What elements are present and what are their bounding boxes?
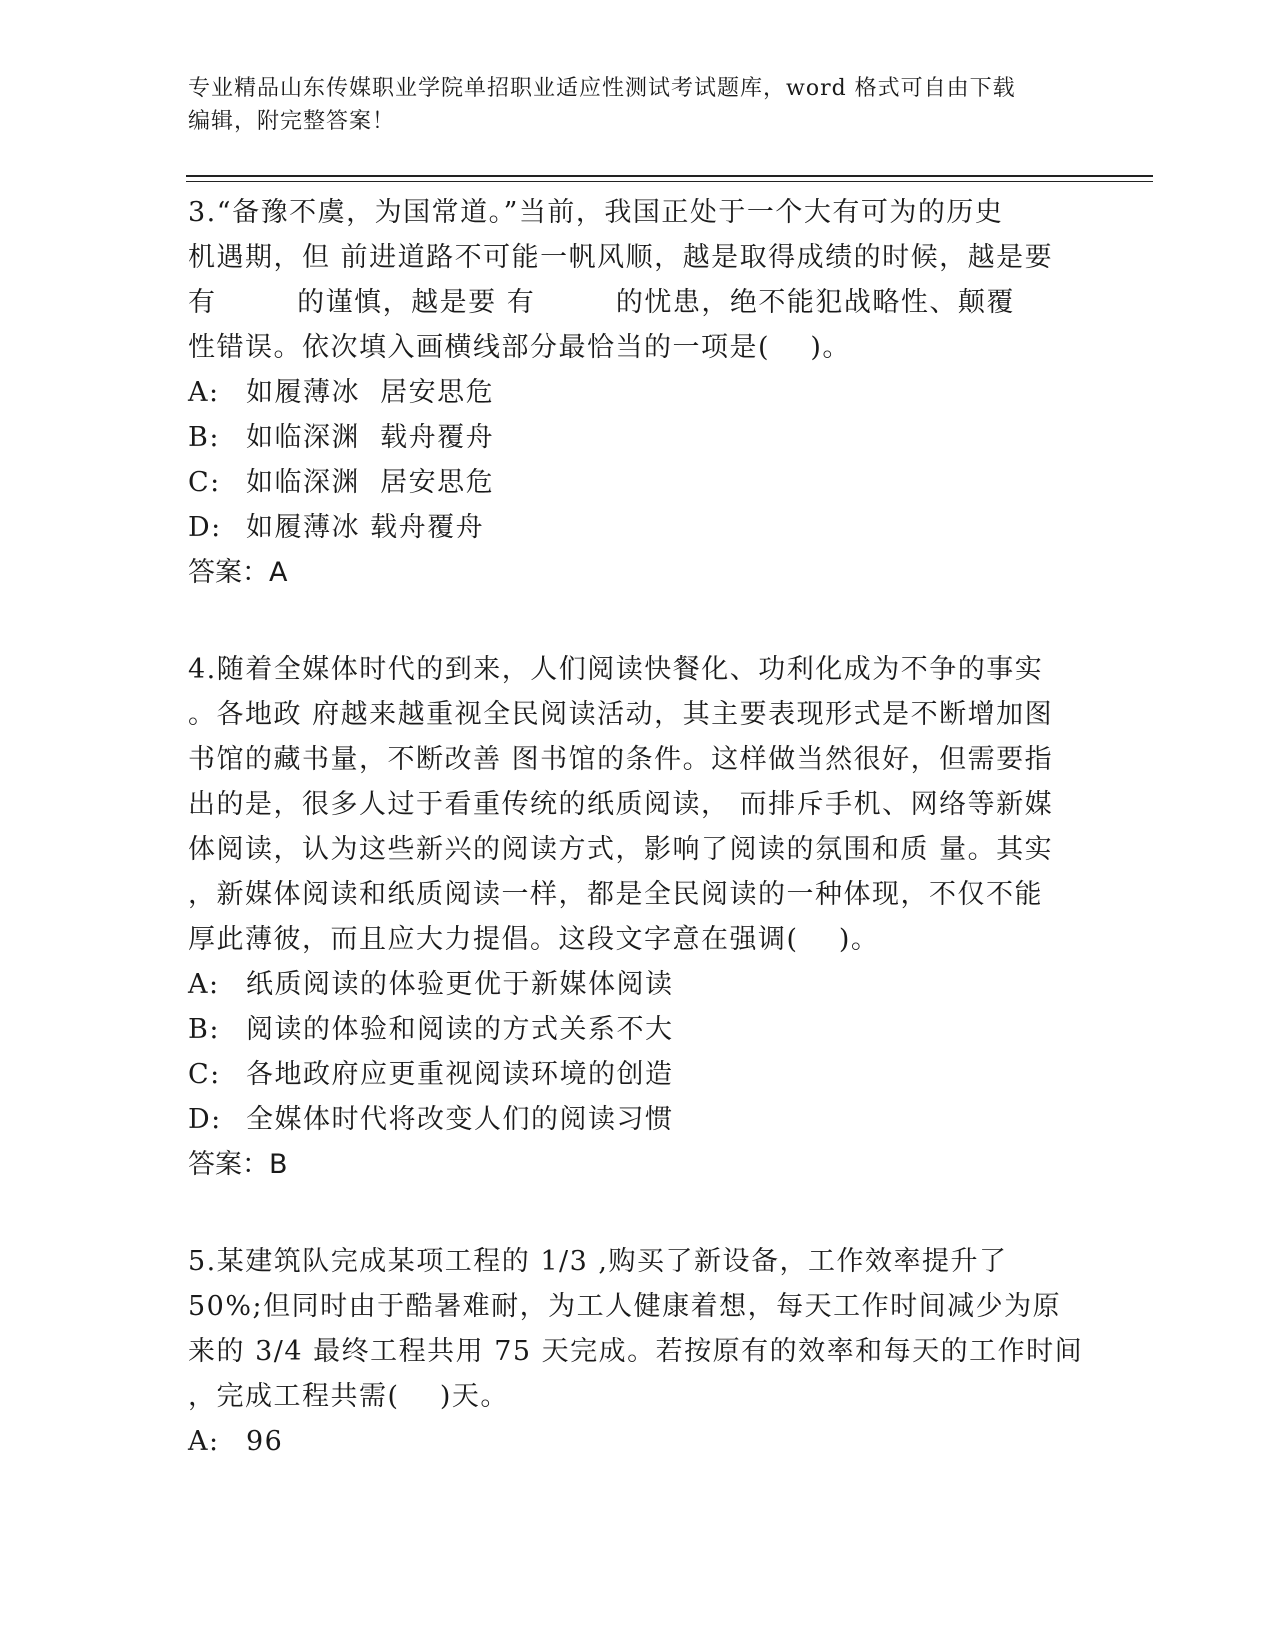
option-key: A:: [188, 1426, 220, 1457]
option-key: D:: [188, 1104, 222, 1135]
option-d: [188, 505, 1088, 550]
question-list: [188, 190, 1088, 1516]
question-text-line: 性错误。依次填入画横线部分最恰当的一项是( )。: [188, 332, 851, 363]
option-key: A:: [188, 969, 220, 1000]
option-text: 如履薄冰 居安思危: [246, 377, 495, 408]
option-key: C:: [188, 467, 221, 498]
option-a: [188, 1419, 1088, 1464]
option-text: 各地政府应更重视阅读环境的创造: [246, 1059, 674, 1090]
option-d: [188, 1097, 1088, 1142]
question-text-line: 出的是，很多人过于看重传统的纸质阅读， 而排斥手机、网络等新媒: [188, 789, 1054, 820]
option-key: C:: [188, 1059, 221, 1090]
option-text: 如临深渊 载舟覆舟: [246, 422, 495, 453]
page-header: [188, 72, 1088, 138]
question-text-line: 有 的谨慎，越是要 有 的忧患，绝不能犯战略性、颠覆: [188, 287, 1015, 318]
question-text-line: 机遇期，但 前进道路不可能一帆风顺，越是取得成绩的时候，越是要: [188, 242, 1054, 273]
question-text-line: 5.某建筑队完成某项工程的 1/3 ,购买了新设备，工作效率提升了: [188, 1246, 1008, 1277]
option-c: [188, 460, 1088, 505]
question-3: [188, 190, 1088, 595]
question-text-line: 。各地政 府越来越重视全民阅读活动，其主要表现形式是不断增加图: [188, 699, 1054, 730]
header-line-1: 专业精品山东传媒职业学院单招职业适应性测试考试题库，word 格式可自由下载: [188, 76, 1016, 101]
option-text: 96: [246, 1426, 284, 1457]
option-text: 阅读的体验和阅读的方式关系不大: [246, 1014, 674, 1045]
header-divider-thin: [186, 181, 1153, 182]
question-text-line: 体阅读，认为这些新兴的阅读方式，影响了阅读的氛围和质 量。其实: [188, 834, 1054, 865]
option-text: 全媒体时代将改变人们的阅读习惯: [246, 1104, 674, 1135]
question-text-line: 4.随着全媒体时代的到来，人们阅读快餐化、功利化成为不争的事实: [188, 654, 1044, 685]
question-5: [188, 1239, 1088, 1464]
option-b: [188, 1007, 1088, 1052]
question-text-line: 50%;但同时由于酷暑难耐，为工人健康着想，每天工作时间减少为原: [188, 1291, 1062, 1322]
question-text-line: ，新媒体阅读和纸质阅读一样，都是全民阅读的一种体现，不仅不能: [188, 879, 1043, 910]
option-key: A:: [188, 377, 220, 408]
question-4: [188, 647, 1088, 1187]
option-text: 如临深渊 居安思危: [246, 467, 495, 498]
option-key: B:: [188, 422, 220, 453]
question-text-line: 厚此薄彼，而且应大力提倡。这段文字意在强调( )。: [188, 924, 880, 955]
option-text: 纸质阅读的体验更优于新媒体阅读: [246, 969, 674, 1000]
question-text-line: 3.“备豫不虞，为国常道。”当前，我国正处于一个大有可为的历史: [188, 197, 1004, 228]
option-a: [188, 962, 1088, 1007]
answer-label: 答案：A: [188, 557, 288, 588]
option-c: [188, 1052, 1088, 1097]
option-key: B:: [188, 1014, 220, 1045]
header-line-2: 编辑，附完整答案！: [188, 109, 396, 134]
question-text-line: ，完成工程共需( )天。: [188, 1381, 509, 1412]
option-key: D:: [188, 512, 222, 543]
option-b: [188, 415, 1088, 460]
question-text-line: 来的 3/4 最终工程共用 75 天完成。若按原有的效率和每天的工作时间: [188, 1336, 1084, 1367]
question-text-line: 书馆的藏书量，不断改善 图书馆的条件。这样做当然很好，但需要指: [188, 744, 1054, 775]
answer-label: 答案：B: [188, 1149, 288, 1180]
option-a: [188, 370, 1088, 415]
header-divider-thick: [186, 175, 1153, 177]
option-text: 如履薄冰 载舟覆舟: [246, 512, 485, 543]
